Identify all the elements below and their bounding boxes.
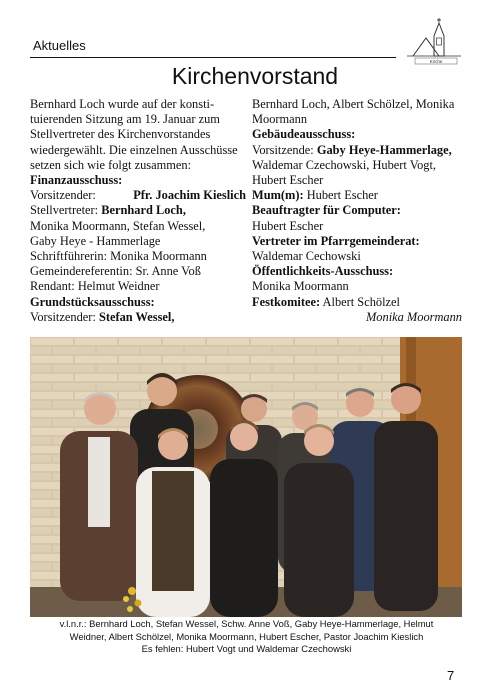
fest-row — [252, 295, 462, 310]
intro-line: setzen sich wie folgt zusammen: — [30, 157, 192, 172]
grund-members: Moormann — [252, 112, 308, 127]
intro-line: wiedergewählt. Die einzelnen Ausschüsse — [30, 142, 238, 157]
right-column — [252, 97, 462, 325]
caption-line: Es fehlen: Hubert Vogt und Waldemar Czechowski — [141, 643, 352, 655]
fest-name: Albert Schölzel — [322, 294, 400, 309]
intro-line: Bernhard Loch wurde auf der konsti- — [30, 97, 215, 111]
computer-heading: Beauftragter für Computer: — [252, 203, 401, 218]
mum-name: Hubert Escher — [306, 188, 378, 203]
grund-members: Bernhard Loch, Albert Schölzel, Monika — [252, 97, 455, 111]
grund-heading: Grundstücksausschuss: — [30, 294, 155, 309]
grund-vorsitz-label: Vorsitzender: — [30, 309, 96, 324]
fest-label: Festkomitee: — [252, 294, 321, 309]
section-label: Aktuelles — [33, 38, 86, 53]
page-title: Kirchenvorstand — [171, 63, 339, 89]
finanz-schrift: Schriftführerin: Monika Moormann — [30, 249, 207, 264]
finanz-stellv — [30, 203, 246, 218]
intro-line: tuierenden Sitzung am 19. Januar zum — [30, 112, 220, 127]
intro-line: Stellvertreter des Kirchenvorstandes — [30, 127, 211, 142]
logo-text: Kirche — [429, 59, 443, 64]
finanz-rendant: Rendant: Helmut Weidner — [30, 279, 160, 294]
author-signature: Monika Moormann — [365, 309, 462, 324]
grund-vorsitz-name: Stefan Wessel, — [98, 309, 175, 324]
finanz-heading: Finanzausschuss: — [30, 173, 123, 188]
left-column — [30, 97, 246, 325]
mum-row — [252, 188, 462, 203]
finanz-members: Monika Moormann, Stefan Wessel, — [30, 218, 206, 233]
gebaeude-heading: Gebäudeausschuss: — [252, 127, 356, 142]
gebaeude-vorsitz — [252, 143, 462, 158]
group-photo — [30, 337, 462, 617]
grund-vorsitz — [30, 310, 246, 325]
caption-line: Weidner, Albert Schölzel, Monika Moormann, Hubert Escher, Pastor Joachim Kieslich — [69, 630, 424, 642]
oeff-name: Monika Moormann — [252, 279, 349, 294]
header-rule — [30, 57, 396, 58]
finanz-stellv-label: Stellvertreter: — [30, 203, 99, 218]
finanz-members: Gaby Heye - Hammerlage — [30, 233, 161, 248]
oeff-heading: Öffentlichkeits-Ausschuss: — [252, 264, 394, 279]
computer-name: Hubert Escher — [252, 218, 324, 233]
pfarr-name: Waldemar Cechowski — [252, 249, 361, 264]
mum-label: Mum(m): — [252, 188, 304, 203]
finanz-gemeinde: Gemeindereferentin: Sr. Anne Voß — [30, 264, 201, 279]
finanz-vorsitz-label: Vorsitzender: — [30, 188, 96, 203]
caption-line: v.l.n.r.: Bernhard Loch, Stefan Wessel, Schw. Anne Voß, Gaby Heye-Hammerlage, Helmut — [59, 618, 434, 629]
church-logo — [405, 16, 463, 68]
gebaeude-vorsitz-name: Gaby Heye-Hammerlage, — [316, 142, 452, 157]
finanz-vorsitz — [30, 188, 246, 203]
gebaeude-vorsitz-label: Vorsitzende: — [252, 142, 314, 157]
page-number: 7 — [447, 668, 455, 683]
photo-caption — [28, 618, 465, 656]
gebaeude-members: Hubert Escher — [252, 173, 324, 188]
pfarr-heading: Vertreter im Pfarrgemeinderat: — [252, 233, 420, 248]
finanz-stellv-name: Bernhard Loch, — [101, 203, 186, 218]
gebaeude-members: Waldemar Czechowski, Hubert Vogt, — [252, 157, 437, 172]
finanz-vorsitz-name: Pfr. Joachim Kieslich — [133, 188, 246, 203]
